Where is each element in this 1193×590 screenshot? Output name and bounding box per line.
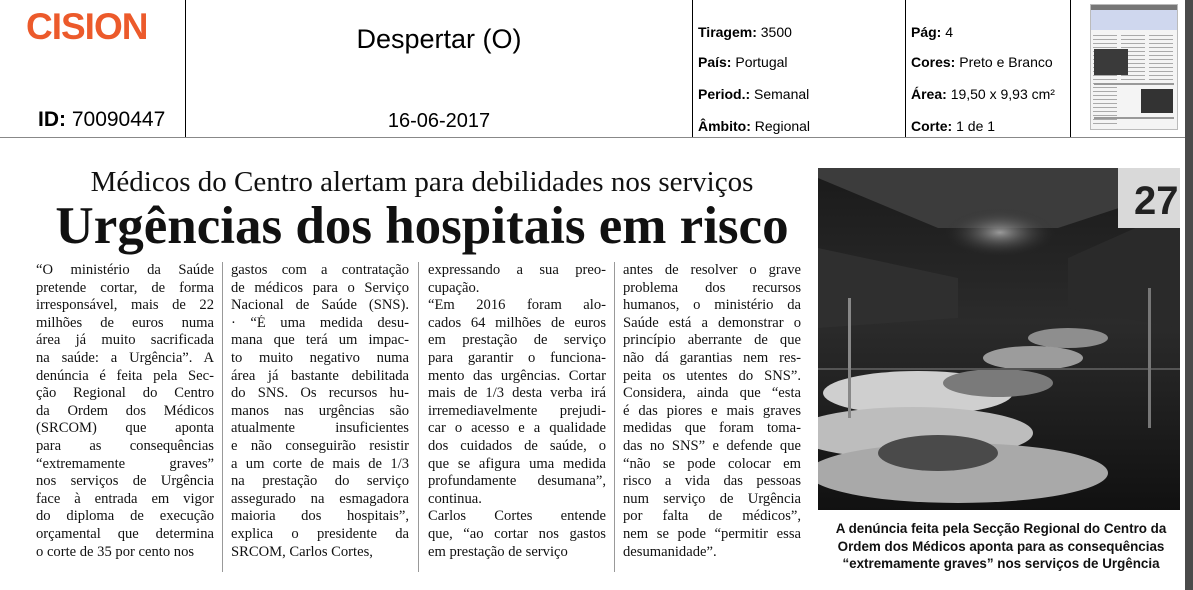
article-text-line: orçamental que determina bbox=[36, 525, 214, 542]
header-rule bbox=[0, 137, 1185, 138]
article-text-line: mana que terá um impac- bbox=[231, 332, 409, 349]
column-rule bbox=[222, 262, 223, 572]
meta-ambito: Âmbito: Regional bbox=[698, 118, 811, 134]
article-text-line: explica o presidente da bbox=[231, 525, 409, 542]
article-text-line: que, “ao cortar nos gastos bbox=[428, 525, 606, 542]
article-text-line: “O ministério da Saúde bbox=[36, 262, 214, 278]
article-text-line: área já muito sacrificada bbox=[36, 332, 214, 349]
article-text-line: dos cuidados de saúde, o bbox=[428, 437, 606, 454]
article-text-line: assegurado na esmagadora bbox=[231, 490, 409, 507]
column-rule bbox=[614, 262, 615, 572]
article-kicker: Médicos do Centro alertam para debilidades nos serviços bbox=[90, 166, 754, 198]
article-text-line: (SRCOM) que aponta bbox=[36, 420, 214, 437]
article-text-line: problema dos recursos bbox=[623, 279, 801, 296]
article-text-line: humanos, o ministério da bbox=[623, 297, 801, 314]
article-text-line: Carlos Cortes entende bbox=[428, 508, 606, 525]
header-divider bbox=[905, 0, 906, 137]
meta-period: Period.: Semanal bbox=[698, 86, 810, 102]
article-text-line: Nacional de Saúde (SNS). bbox=[231, 297, 409, 314]
publication-name: Despertar (O) bbox=[356, 24, 522, 54]
article-text-line: por falta de médicos”, bbox=[623, 508, 801, 525]
article-text-line: mento das urgências. Cortar bbox=[428, 367, 606, 384]
article-text-line: em prestação de serviço bbox=[428, 543, 568, 560]
header-divider bbox=[692, 0, 693, 137]
article-text-line: risco a vida das pessoas bbox=[623, 473, 801, 490]
meta-area: Área: 19,50 x 9,93 cm² bbox=[911, 86, 1055, 102]
article-text-line: para garantir o funciona- bbox=[428, 349, 606, 366]
publication-date: 16-06-2017 bbox=[387, 110, 491, 132]
article-text-line: para as consequências bbox=[36, 437, 214, 454]
article-column-4 bbox=[623, 262, 801, 561]
article-text-line: do SNS. Os recursos hu- bbox=[231, 385, 409, 402]
article-text-line: na saúde: a Urgência”. A bbox=[36, 349, 214, 366]
meta-pag: Pág: 4 bbox=[911, 24, 954, 40]
article-text-line: do diploma de execução bbox=[36, 508, 214, 525]
article-text-line: cados 64 milhões de euros bbox=[428, 314, 606, 331]
article-column-2 bbox=[231, 262, 409, 561]
article-text-line: mais de 1/3 desta verba irá bbox=[428, 385, 606, 402]
article-text-line: SRCOM, Carlos Cortes, bbox=[231, 543, 373, 560]
article-text-line: nem se pode “permitir essa bbox=[623, 525, 801, 542]
clipping-id: ID: 70090447 bbox=[38, 108, 166, 131]
article-column-3 bbox=[428, 262, 606, 561]
header-divider bbox=[1070, 0, 1071, 137]
photo-caption: A denúncia feita pela Secção Regional do Centro da Ordem dos Médicos aponta para as consequências “extremamente graves” nos serviços de Urgência bbox=[835, 521, 1167, 571]
article-text-line: Saúde está a demonstrar o bbox=[623, 314, 801, 331]
article-text-line: cupação. bbox=[428, 279, 480, 296]
article-text-line: face à entrada em vigor bbox=[36, 490, 214, 507]
article-text-line: o corte de 35 por cento nos bbox=[36, 543, 195, 560]
article-text-line: que se afigura uma medida bbox=[428, 455, 606, 472]
article-text-line: · “É uma medida desu- bbox=[231, 314, 409, 331]
page-thumbnail bbox=[1090, 4, 1178, 130]
article-text-line: das no SNS” e defende que bbox=[623, 437, 801, 454]
viewer-border bbox=[1185, 0, 1193, 590]
article-text-line: nos serviços de Urgência bbox=[36, 473, 214, 490]
article-text-line: “extremamente graves” bbox=[36, 455, 214, 472]
article-text-line: continua. bbox=[428, 490, 482, 507]
article-text-line: num serviço de Urgência bbox=[623, 490, 801, 507]
article-text-line: “Em 2016 foram alo- bbox=[428, 297, 606, 314]
article-text-line: maioria dos hospitais”, bbox=[231, 508, 409, 525]
article-text-line: de médicos para o Serviço bbox=[231, 279, 409, 296]
article-text-line: na prestação do serviço bbox=[231, 473, 409, 490]
article-text-line: princípio aberrante de que bbox=[623, 332, 801, 349]
article-text-line: expressando a sua preo- bbox=[428, 262, 606, 278]
article-text-line: to muito negativo numa bbox=[231, 349, 409, 366]
article-text-line: profundamente desumana”, bbox=[428, 473, 606, 490]
article-text-line: Considera, ainda que “esta bbox=[623, 385, 801, 402]
cision-logo: CISION bbox=[26, 6, 148, 47]
article-text-line: gastos com a contratação bbox=[231, 262, 409, 278]
article-text-line: pretende cortar, de forma bbox=[36, 279, 214, 296]
article-text-line: “não se pode colocar em bbox=[623, 455, 801, 472]
article-text-line: a um corte de mais de 1/3 bbox=[231, 455, 409, 472]
article-text-line: da Ordem dos Médicos bbox=[36, 402, 214, 419]
article-text-line: ção Regional do Centro bbox=[36, 385, 214, 402]
article-text-line: milhões de euros numa bbox=[36, 314, 214, 331]
hospital-corridor-photo bbox=[818, 168, 1180, 510]
article-text-line: denúncia é feita pela Sec- bbox=[36, 367, 214, 384]
article-column-1 bbox=[36, 262, 214, 561]
article-text-line: irremediavelmente prejudi- bbox=[428, 402, 606, 419]
meta-corte: Corte: 1 de 1 bbox=[911, 118, 996, 134]
article-text-line: irresponsável, mais de 22 bbox=[36, 297, 214, 314]
article-headline: Urgências dos hospitais em risco bbox=[55, 197, 789, 255]
article-text-line: peita os utentes do SNS”. bbox=[623, 367, 801, 384]
meta-pais: País: Portugal bbox=[698, 54, 788, 70]
article-text-line: car o acesso e a qualidade bbox=[428, 420, 606, 437]
article-text-line: atualmente insuficientes bbox=[231, 420, 409, 437]
article-text-line: manos nas urgências são bbox=[231, 402, 409, 419]
article-text-line: é das piores e mais graves bbox=[623, 402, 801, 419]
article-text-line: antes de resolver o grave bbox=[623, 262, 801, 278]
article-text-line: área já bastante debilitada bbox=[231, 367, 409, 384]
article-text-line: e não conseguirão resistir bbox=[231, 437, 409, 454]
article-text-line: desumanidade”. bbox=[623, 543, 717, 560]
meta-cores: Cores: Preto e Branco bbox=[911, 54, 1053, 70]
column-rule bbox=[418, 262, 419, 572]
article-text-line: não dá garantias nem res- bbox=[623, 349, 801, 366]
meta-tiragem: Tiragem: 3500 bbox=[698, 24, 792, 40]
sign-number: 27 bbox=[1134, 179, 1179, 223]
article-text-line: medidas que foram toma- bbox=[623, 420, 801, 437]
article-text-line: em prestação de serviço bbox=[428, 332, 606, 349]
